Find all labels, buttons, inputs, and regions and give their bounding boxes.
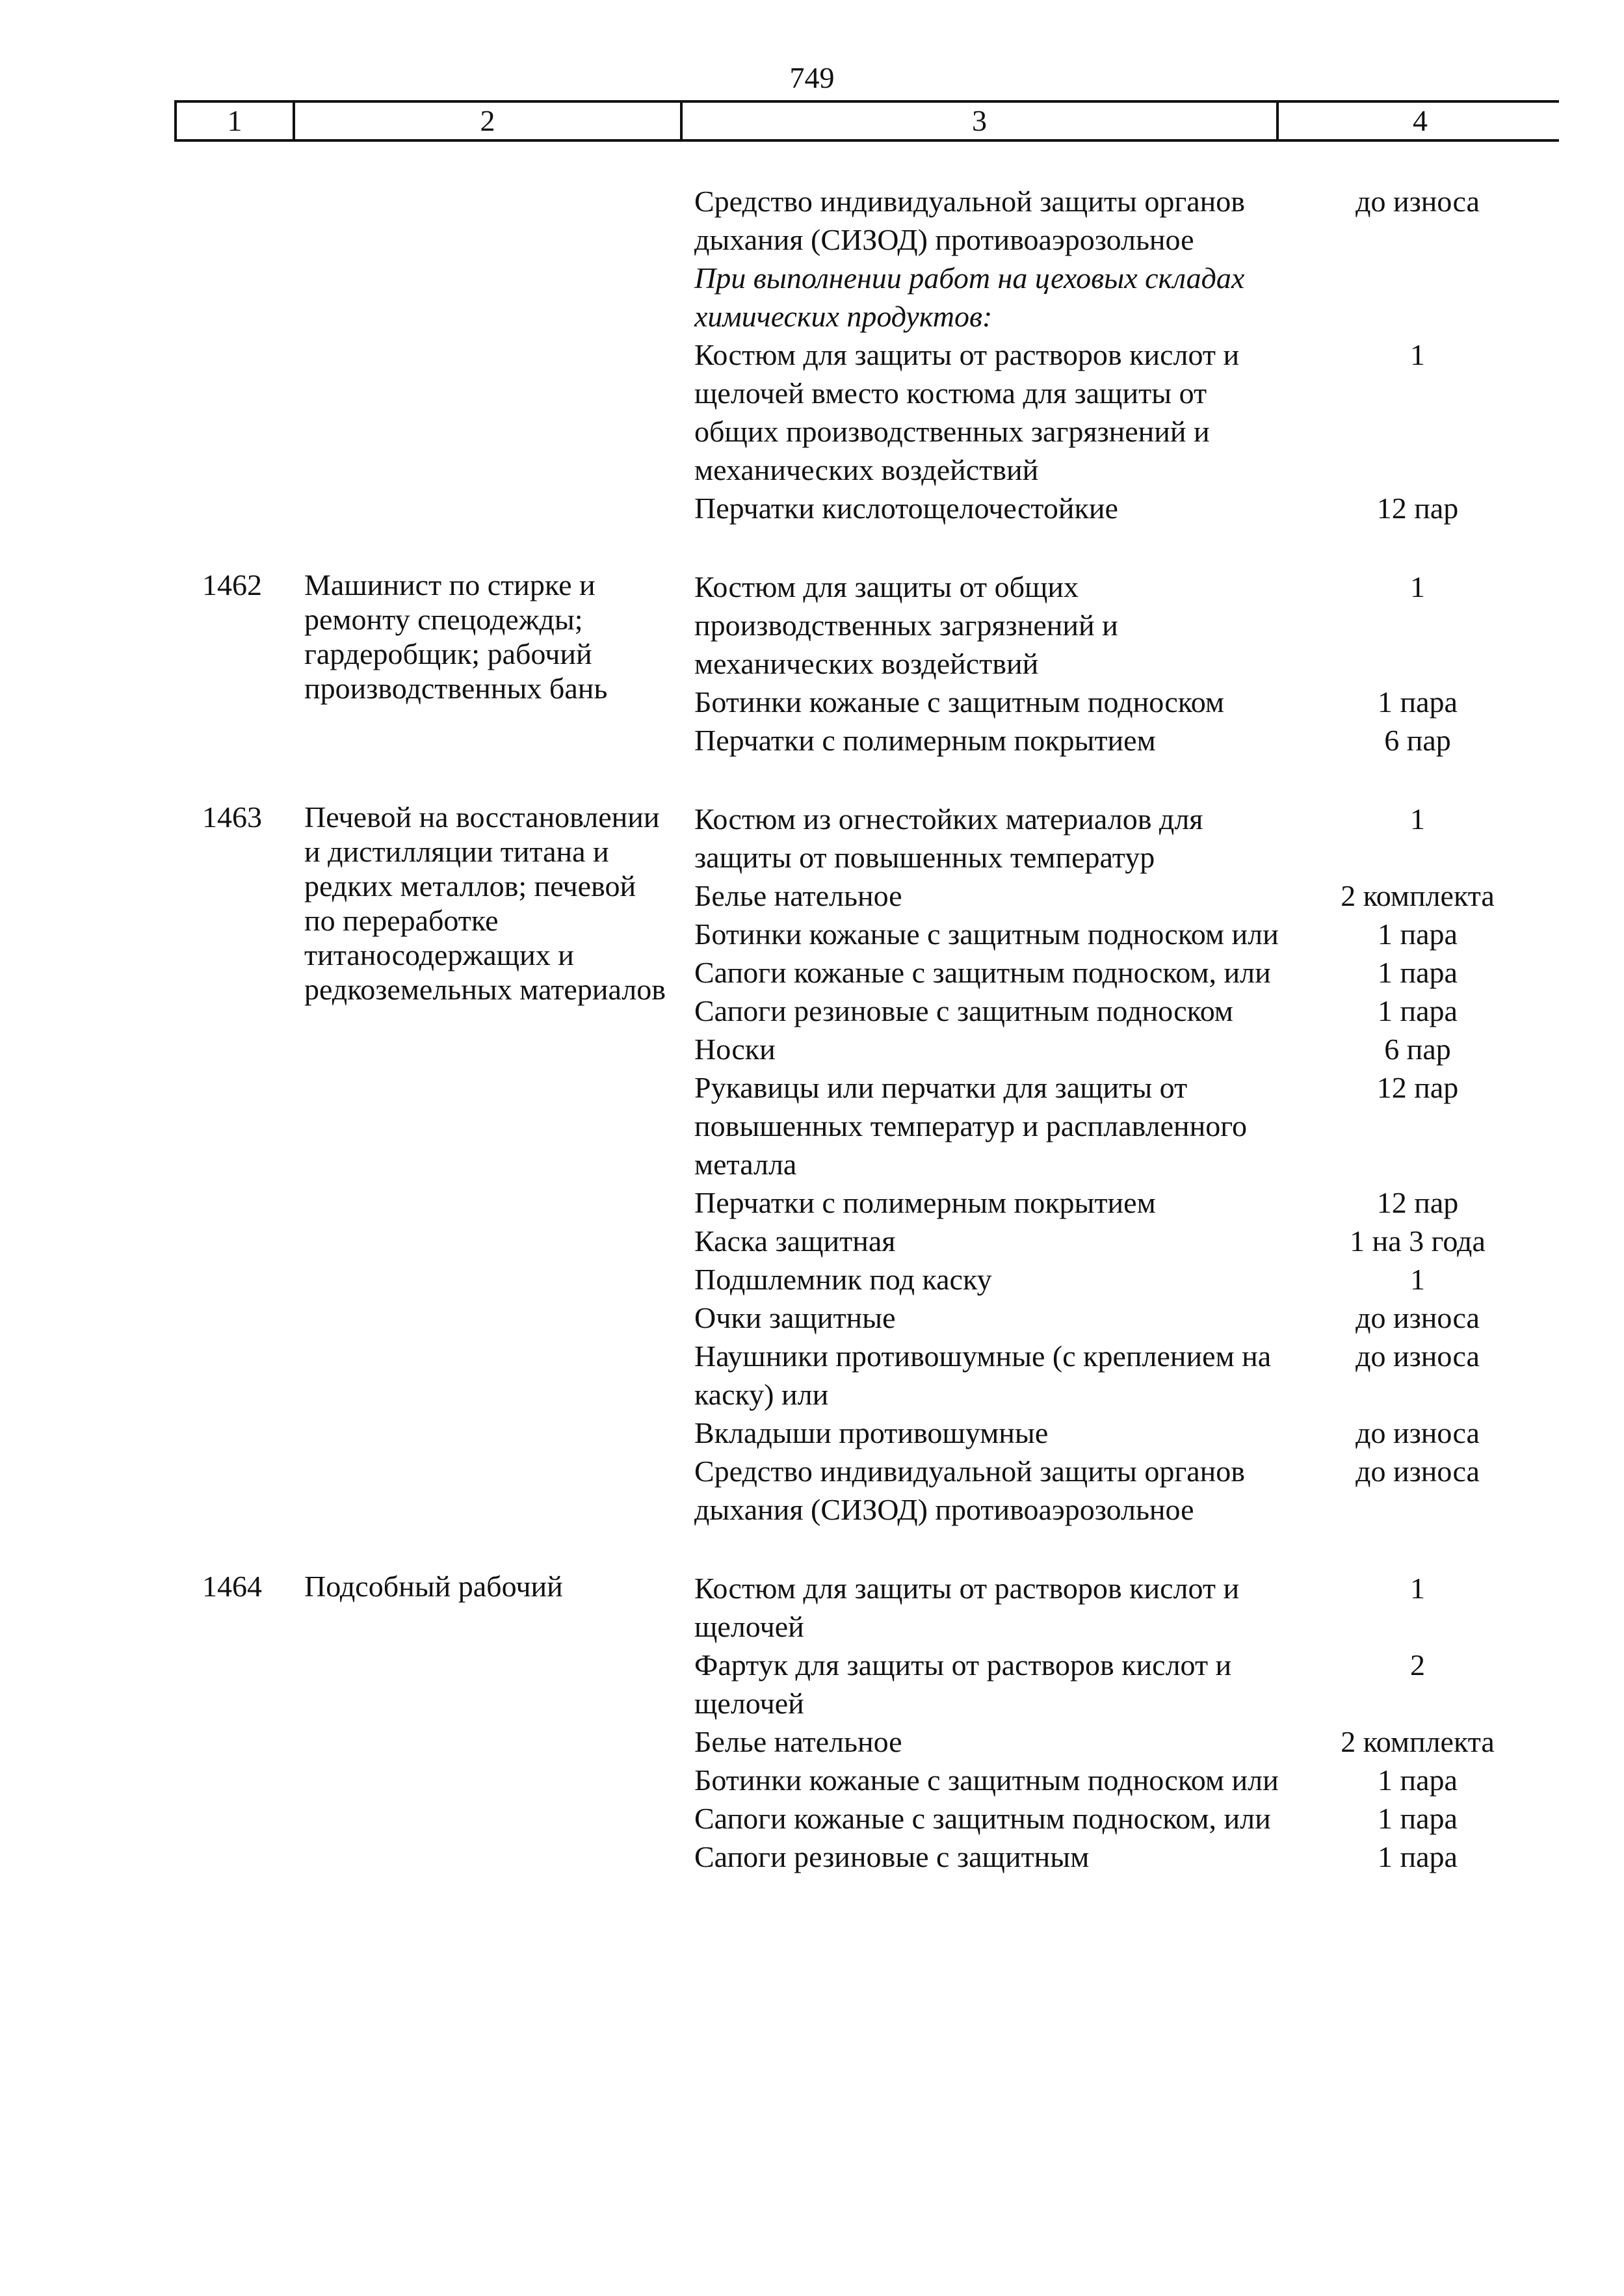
table-row — [174, 683, 1559, 721]
ppe-item: Ботинки кожаные с защитным подноском — [694, 685, 1225, 719]
issue-norm: 1 — [1410, 570, 1425, 603]
table-row — [174, 182, 1559, 259]
ppe-item: Костюм для защиты от растворов кислот и щелочей вместо костюма для защиты от общих производственных загрязнений и механических воздействий — [694, 338, 1240, 486]
table-row — [174, 800, 1559, 877]
ppe-item: Фартук для защиты от растворов кислот и щелочей — [694, 1648, 1232, 1720]
ppe-norms-table — [174, 182, 1559, 1876]
issue-norm: 1 пара — [1378, 1802, 1458, 1835]
table-row — [174, 1452, 1559, 1529]
issue-norm: 1 — [1410, 1572, 1425, 1605]
issue-norm: до износа — [1356, 1339, 1480, 1373]
table-group — [174, 800, 1559, 1529]
table-row — [174, 568, 1559, 683]
issue-norm: 1 — [1410, 1263, 1425, 1296]
group-spacer — [174, 759, 1559, 800]
ppe-item: Ботинки кожаные с защитным подноском или — [694, 1763, 1279, 1797]
table-row — [174, 1838, 1559, 1876]
table-row — [174, 259, 1559, 336]
row-number: 1463 — [202, 800, 262, 834]
issue-norm: 12 пар — [1376, 1071, 1459, 1104]
ppe-item: Сапоги кожаные с защитным подноском, или — [694, 956, 1271, 989]
table-row — [174, 1569, 1559, 1646]
ppe-item: Белье нательное — [694, 879, 902, 912]
header-col-2: 2 — [480, 104, 495, 137]
profession-name: Печевой на восстановлении и дистилляции титана и редких металлов; печевой по переработке титаносодержащих и редкоземельных материалов — [304, 800, 666, 1006]
ppe-item: Перчатки с полимерным покрытием — [694, 724, 1156, 757]
profession-name: Машинист по стирке и ремонту спецодежды; гардеробщик; рабочий производственных бань — [304, 568, 608, 705]
ppe-item: Перчатки с полимерным покрытием — [694, 1186, 1156, 1219]
ppe-item: Ботинки кожаные с защитным подноском или — [694, 917, 1279, 951]
ppe-item: Очки защитные — [694, 1301, 896, 1334]
table-row — [174, 992, 1559, 1030]
table-row — [174, 915, 1559, 953]
issue-norm: 1 пара — [1378, 1840, 1458, 1873]
issue-norm: 12 пар — [1376, 1186, 1459, 1219]
issue-norm: 1 — [1410, 338, 1425, 371]
table-row — [174, 489, 1559, 527]
ppe-item: Средство индивидуальной защиты органов дыхания (СИЗОД) противоаэрозольное — [694, 1455, 1245, 1526]
issue-norm: 2 комплекта — [1341, 1725, 1495, 1758]
table-row — [174, 1260, 1559, 1299]
table-row — [174, 336, 1559, 489]
ppe-item: Сапоги резиновые с защитным — [694, 1840, 1090, 1873]
table-row — [174, 953, 1559, 992]
ppe-item: Рукавицы или перчатки для защиты от повышенных температур и расплавленного металла — [694, 1071, 1247, 1181]
issue-norm: 1 — [1410, 802, 1425, 836]
issue-norm: 1 пара — [1378, 917, 1458, 951]
issue-norm: 1 пара — [1378, 685, 1458, 719]
table-group — [174, 182, 1559, 527]
ppe-item: Подшлемник под каску — [694, 1263, 992, 1296]
profession-name: Подсобный рабочий — [304, 1570, 563, 1603]
ppe-item: Сапоги резиновые с защитным подноском — [694, 994, 1233, 1027]
table-row — [174, 721, 1559, 759]
row-number: 1464 — [202, 1570, 262, 1603]
table-row — [174, 877, 1559, 915]
table-header — [174, 100, 1559, 142]
table-row — [174, 1414, 1559, 1452]
header-col-4: 4 — [1413, 104, 1428, 137]
group-spacer — [174, 527, 1559, 568]
table-row — [174, 1299, 1559, 1337]
ppe-item: Каска защитная — [694, 1224, 896, 1258]
issue-norm: 1 пара — [1378, 1763, 1458, 1797]
group-spacer — [174, 1529, 1559, 1569]
issue-norm: 6 пар — [1384, 724, 1451, 757]
page-number: 749 — [789, 61, 835, 94]
header-col-3: 3 — [972, 104, 987, 137]
table-row — [174, 1222, 1559, 1260]
issue-norm: до износа — [1356, 1416, 1480, 1449]
issue-norm: 1 пара — [1378, 994, 1458, 1027]
issue-norm: 2 — [1410, 1648, 1425, 1682]
ppe-item: Перчатки кислотощелочестойкие — [694, 492, 1118, 525]
ppe-item: Костюм из огнестойких материалов для защиты от повышенных температур — [694, 802, 1203, 874]
issue-norm: 6 пар — [1384, 1033, 1451, 1066]
issue-norm: 1 на 3 года — [1350, 1224, 1486, 1258]
row-number: 1462 — [202, 568, 262, 601]
issue-norm: до износа — [1356, 1455, 1480, 1488]
table-row — [174, 1183, 1559, 1222]
issue-norm: 12 пар — [1376, 492, 1459, 525]
ppe-item: Средство индивидуальной защиты органов дыхания (СИЗОД) противоаэрозольное — [694, 185, 1245, 256]
table-row — [174, 1337, 1559, 1414]
ppe-item: Белье нательное — [694, 1725, 902, 1758]
table-row — [174, 1799, 1559, 1838]
ppe-item: Сапоги кожаные с защитным подноском, или — [694, 1802, 1271, 1835]
table-row — [174, 1030, 1559, 1068]
header-col-1: 1 — [227, 104, 242, 137]
condition-note: При выполнении работ на цеховых складах химических продуктов: — [694, 261, 1245, 333]
issue-norm: до износа — [1356, 185, 1480, 218]
ppe-item: Костюм для защиты от растворов кислот и щелочей — [694, 1572, 1240, 1643]
table-row — [174, 1646, 1559, 1722]
ppe-item: Наушники противошумные (с креплением на каску) или — [694, 1339, 1272, 1411]
ppe-item: Вкладыши противошумные — [694, 1416, 1049, 1449]
table-group — [174, 568, 1559, 759]
issue-norm: 1 пара — [1378, 956, 1458, 989]
table-row — [174, 1761, 1559, 1799]
issue-norm: 2 комплекта — [1341, 879, 1495, 912]
table-row — [174, 1722, 1559, 1761]
issue-norm: до износа — [1356, 1301, 1480, 1334]
table-row — [174, 1068, 1559, 1183]
table-group — [174, 1569, 1559, 1876]
ppe-item: Носки — [694, 1033, 776, 1066]
ppe-item: Костюм для защиты от общих производственных загрязнений и механических воздействий — [694, 570, 1118, 680]
